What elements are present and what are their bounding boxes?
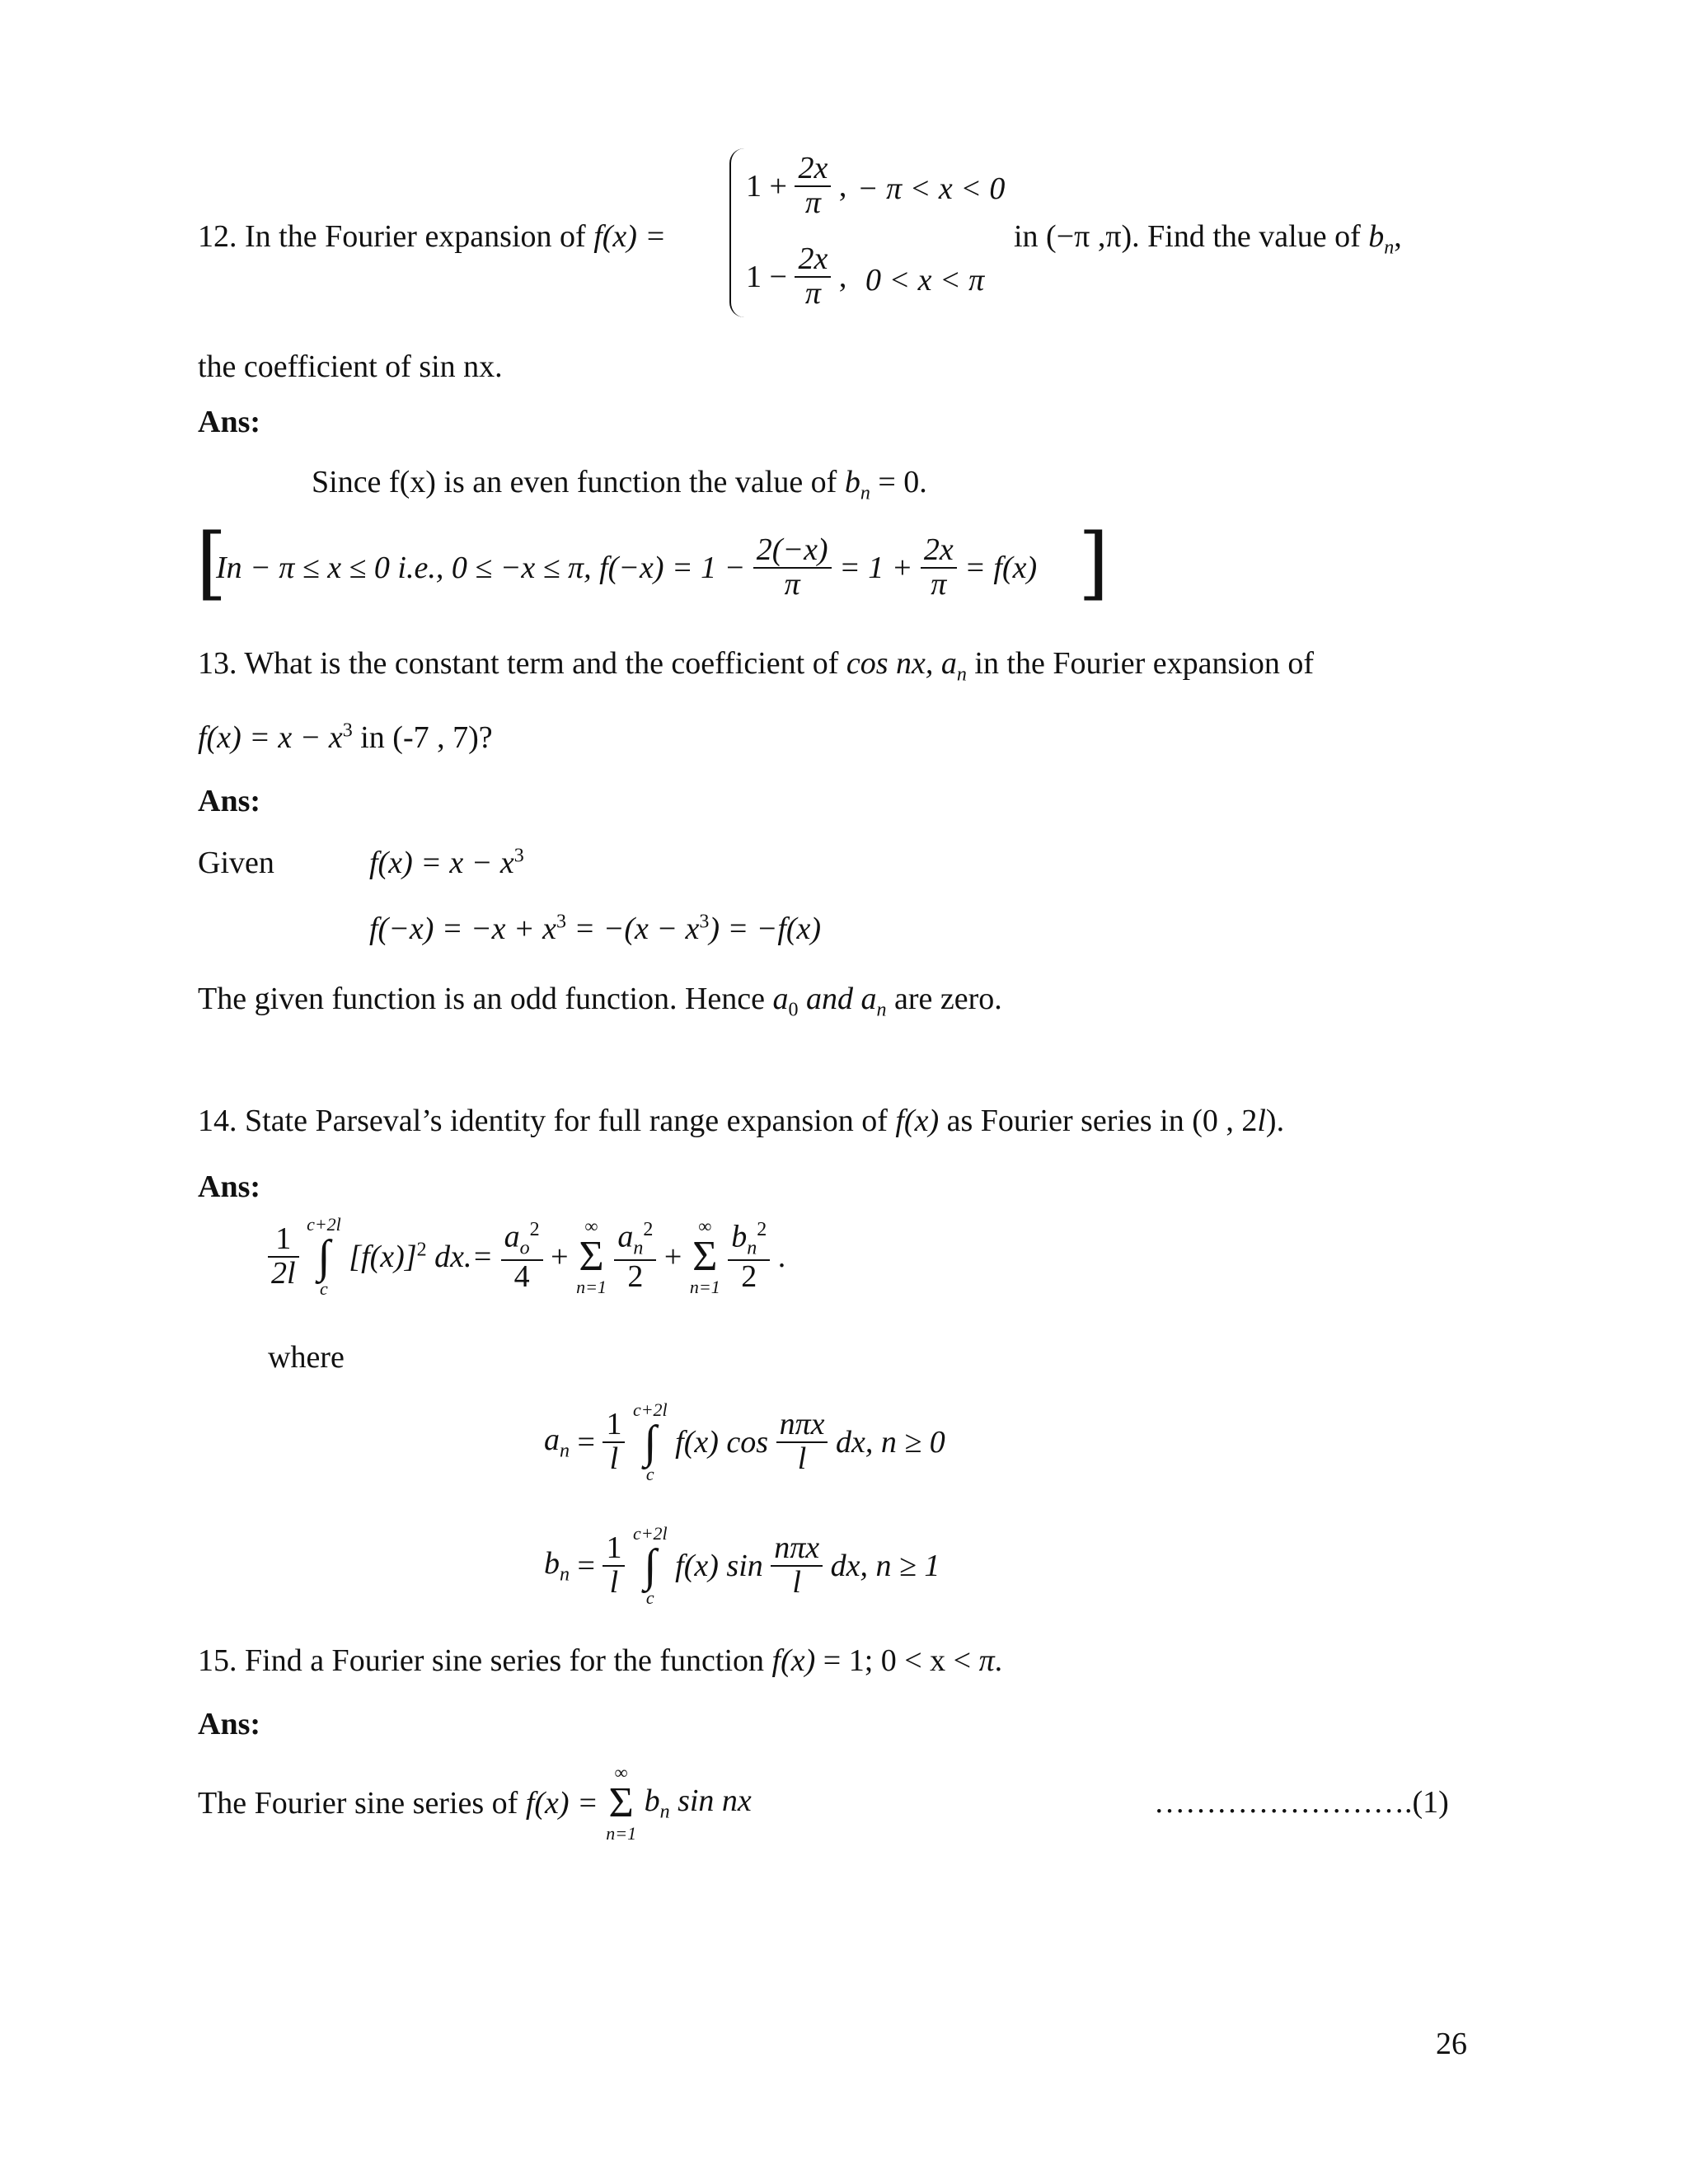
parseval-coef-den: 2l <box>271 1256 296 1291</box>
q12-br-part3: = f(x) <box>964 550 1038 585</box>
q13-eq2 <box>369 911 821 947</box>
q14-line1 <box>198 1103 1284 1139</box>
parseval-integral <box>307 1216 341 1298</box>
parseval-bn-den: 2 <box>741 1258 757 1294</box>
sigma-icon: Σ <box>608 1779 634 1826</box>
q12-case1-den: π <box>804 185 821 220</box>
equation-number: …………………….(1) <box>1154 1785 1449 1820</box>
q12-br-num1: 2(−x) <box>753 534 832 569</box>
q13-line1 <box>198 645 1314 687</box>
q13-eq2b-text: = −(x − x <box>574 912 700 946</box>
bracket-right: ] <box>1078 517 1109 609</box>
q13-eq1-sup: 3 <box>513 845 524 867</box>
q15-line1-end: . <box>994 1643 1003 1678</box>
q15-sin: sin nx <box>678 1783 752 1819</box>
an-integral <box>633 1401 668 1483</box>
sum-an <box>576 1217 607 1296</box>
integral-sign: ∫ <box>644 1417 657 1468</box>
page-number: 26 <box>1436 2027 1467 2061</box>
bn-arg-den: l <box>792 1565 801 1600</box>
q14-fx: f(x) <box>895 1104 940 1138</box>
q15-b-sub: n <box>659 1801 670 1823</box>
q12-br-den1: π <box>784 566 800 602</box>
q13-interval: in (-7 , 7)? <box>360 720 493 755</box>
q15-sum-bot: n=1 <box>606 1823 637 1844</box>
q14-where: where <box>268 1340 345 1375</box>
q14-ans: Ans: <box>198 1169 261 1204</box>
parseval-an-term <box>614 1220 656 1293</box>
plus-2: + <box>663 1240 682 1274</box>
q12-case1-one: 1 + <box>746 168 787 204</box>
q13-given: Given <box>198 846 274 880</box>
q12-suffix-text: in (−π ,π). Find the value of <box>1014 219 1361 254</box>
bn-arg-num: nπx <box>771 1532 823 1567</box>
q13-eq1-text: f(x) = x − x <box>369 846 514 880</box>
parseval-a0-term <box>501 1220 543 1293</box>
q13-eq2-text: f(−x) = −x + x <box>369 912 557 946</box>
bn-coef-den: l <box>609 1565 619 1600</box>
bn-formula <box>544 1525 940 1607</box>
parseval-an-sub: n <box>633 1237 644 1259</box>
parseval-a0-sup: 2 <box>529 1219 540 1241</box>
parseval-coef-num: 1 <box>268 1223 299 1258</box>
an-arg-num: nπx <box>776 1408 828 1443</box>
q13-eq2-sup: 3 <box>556 911 567 933</box>
sum-bn <box>690 1217 720 1296</box>
q12-br-den2: π <box>931 566 947 602</box>
q12-bn: b <box>1368 219 1385 254</box>
parseval-dx: dx.= <box>426 1240 494 1274</box>
an-int-top: c+2l <box>632 1399 668 1420</box>
an-coef <box>603 1408 625 1476</box>
an-body: f(x) cos <box>675 1425 769 1460</box>
an-tail: dx, n ≥ 0 <box>835 1425 945 1460</box>
sum-an-top: ∞ <box>584 1216 598 1236</box>
an-int-bot: c <box>645 1464 654 1484</box>
q12-case2-comma: , <box>838 259 847 294</box>
q12-br-frac2 <box>921 534 957 602</box>
an-lhs-sub: n <box>560 1440 570 1462</box>
q15-line1-text: 15. Find a Fourier sine series for the function <box>198 1643 765 1678</box>
q12-br-frac1 <box>753 534 832 602</box>
q12-bracket-expr <box>216 534 1037 602</box>
bn-lhs: b <box>544 1546 560 1582</box>
parseval-an-sup: 2 <box>643 1219 654 1241</box>
q12-case2-frac <box>795 243 831 311</box>
bracket-left: [ <box>196 517 227 609</box>
bn-int-top: c+2l <box>632 1523 668 1544</box>
parseval-identity <box>268 1216 785 1298</box>
parseval-a0-den: 4 <box>513 1258 530 1294</box>
an-formula <box>544 1401 945 1483</box>
q12-case1-cond: − π < x < 0 <box>857 171 1006 206</box>
q15-fx: f(x) <box>771 1643 816 1678</box>
parseval-bn: b <box>731 1219 748 1254</box>
parseval-a0: a <box>504 1219 520 1254</box>
bn-eq: = <box>577 1549 595 1583</box>
q15-sum <box>606 1764 636 1843</box>
bn-coef <box>603 1532 625 1600</box>
q13-eq2c-text: ) = −f(x) <box>709 912 822 946</box>
sum-bn-top: ∞ <box>698 1216 712 1236</box>
q13-fx: f(x) = x − x <box>198 720 343 755</box>
bn-body: f(x) sin <box>675 1549 763 1583</box>
piecewise-brace <box>729 148 746 317</box>
q13-line1-end: in the Fourier expansion of <box>974 646 1314 681</box>
bn-int-bot: c <box>645 1587 654 1608</box>
q13-and-an: and a <box>806 982 877 1016</box>
q14-line1-end: ). <box>1265 1104 1285 1138</box>
q13-concl-text: The given function is an odd function. Hence <box>198 982 766 1016</box>
q13-a0: a <box>772 982 789 1016</box>
q12-br-part2: = 1 + <box>839 550 913 585</box>
an-arg-den: l <box>797 1441 807 1476</box>
q12-since-b: b <box>844 465 860 499</box>
plus-1: + <box>551 1240 569 1274</box>
q13-eq2b-sup: 3 <box>699 911 710 933</box>
q13-fx-sup: 3 <box>342 719 353 742</box>
q15-series <box>198 1764 752 1843</box>
q12-line2: the coefficient of sin nx. <box>198 349 503 384</box>
parseval-a0-sub: o <box>519 1237 530 1259</box>
parseval-bn-term <box>728 1220 770 1293</box>
integral-sign: ∫ <box>317 1231 331 1282</box>
q15-series-fx: f(x) = <box>525 1786 598 1821</box>
q12-prefix-text: 12. In the Fourier expansion of <box>198 219 586 254</box>
q13-cos-sub: n <box>956 663 967 686</box>
q12-case1-frac <box>795 152 831 220</box>
sum-an-bot: n=1 <box>576 1277 607 1297</box>
q13-ans: Ans: <box>198 784 261 818</box>
q13-conclusion <box>198 981 1002 1022</box>
sum-bn-bot: n=1 <box>689 1277 720 1297</box>
q13-eq1 <box>369 845 524 881</box>
parseval-an-den: 2 <box>627 1258 644 1294</box>
q15-line1-mid: = 1; 0 < x < <box>823 1643 972 1678</box>
bn-arg <box>771 1532 823 1600</box>
q12-br-num2: 2x <box>921 534 957 569</box>
parseval-sq: 2 <box>416 1239 427 1261</box>
q12-ans: Ans: <box>198 405 261 439</box>
parseval-coef <box>268 1223 299 1291</box>
parseval-int-top: c+2l <box>307 1214 341 1235</box>
q13-concl-end: are zero. <box>894 982 1002 1016</box>
q12-bn-sub: n <box>1384 237 1395 259</box>
q15-pi: π <box>978 1643 995 1678</box>
bn-coef-num: 1 <box>603 1532 625 1567</box>
q14-line1-text: 14. State Parseval’s identity for full range expansion of <box>198 1104 888 1138</box>
parseval-integrand-text: [f(x)] <box>349 1240 417 1274</box>
q12-suffix-comma: , <box>1394 219 1402 254</box>
parseval-integrand <box>349 1240 493 1274</box>
q14-l: l <box>1257 1104 1266 1138</box>
parseval-bn-sub: n <box>747 1237 757 1259</box>
q15-series-text: The Fourier sine series of <box>198 1786 518 1821</box>
q12-case2 <box>746 243 846 311</box>
q12-case1-comma: , <box>838 168 847 204</box>
q14-line1-mid: as Fourier series in (0 , 2 <box>946 1104 1258 1138</box>
q12-since-end: = 0. <box>870 465 927 499</box>
bn-tail: dx, n ≥ 1 <box>830 1549 940 1583</box>
an-coef-num: 1 <box>603 1408 625 1443</box>
an-lhs: a <box>544 1422 560 1458</box>
q15-line1 <box>198 1643 1002 1679</box>
q13-a0-sub: 0 <box>788 999 799 1021</box>
q12-case1 <box>746 152 846 220</box>
parseval-an: a <box>617 1219 634 1254</box>
q13-cos: cos nx, a <box>846 646 957 681</box>
sigma-icon: Σ <box>579 1233 604 1280</box>
an-arg <box>776 1408 828 1476</box>
an-eq: = <box>577 1425 595 1460</box>
integral-sign: ∫ <box>644 1540 657 1591</box>
q12-since <box>312 464 927 505</box>
q13-an-sub: n <box>876 999 887 1021</box>
q12-since-sub: n <box>860 482 870 504</box>
q12-prefix <box>198 218 666 255</box>
q12-case2-den: π <box>804 275 821 311</box>
q12-suffix <box>1014 218 1402 260</box>
q12-case1-num: 2x <box>795 152 831 187</box>
q12-case2-one: 1 − <box>746 259 787 294</box>
parseval-int-bot: c <box>320 1278 328 1299</box>
q13-line2 <box>198 719 493 756</box>
parseval-end: . <box>777 1240 786 1274</box>
an-coef-den: l <box>609 1441 619 1476</box>
q12-br-part1: In − π ≤ x ≤ 0 i.e., 0 ≤ −x ≤ π, f(−x) = 1 − <box>216 550 746 585</box>
q12-fx: f(x) = <box>593 219 667 254</box>
parseval-bn-sup: 2 <box>757 1219 767 1241</box>
q13-line1-text: 13. What is the constant term and the coefficient of <box>198 646 839 681</box>
q12-case2-cond: 0 < x < π <box>865 263 985 298</box>
sigma-icon: Σ <box>692 1233 718 1280</box>
q15-b: b <box>644 1783 660 1819</box>
bn-lhs-sub: n <box>560 1563 570 1586</box>
q12-since-text: Since f(x) is an even function the value of <box>312 465 837 499</box>
q15-sum-top: ∞ <box>614 1762 628 1783</box>
q15-ans: Ans: <box>198 1707 261 1741</box>
bn-integral <box>633 1525 668 1607</box>
q12-case2-num: 2x <box>795 243 831 278</box>
